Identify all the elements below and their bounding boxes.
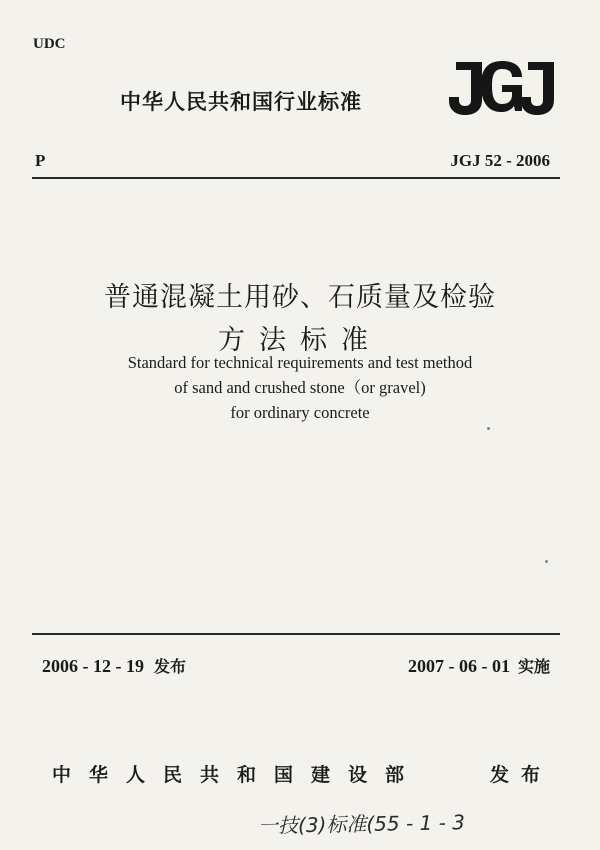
title-zh-line1: 普通混凝土用砂、石质量及检验 xyxy=(104,282,496,313)
ministry-name: 中华人民共和国建设部 xyxy=(52,764,423,786)
handwritten-note: 一技(3)标准(55 - 1 - 3 xyxy=(257,810,466,838)
paper-speck xyxy=(487,427,490,430)
title-zh-line2: 方法标准 xyxy=(218,325,382,356)
standard-type-heading: 中华人民共和国行业标准 xyxy=(120,90,362,114)
jgj-logo-letters xyxy=(449,61,554,115)
issue-date-line xyxy=(42,654,186,677)
bottom-rule xyxy=(32,633,560,635)
issue-label: 发布 xyxy=(154,657,187,676)
standard-number: JGJ 52 - 2006 xyxy=(450,151,550,170)
implement-date: 2007 - 06 - 01 xyxy=(407,656,510,676)
publish-label: 发布 xyxy=(489,764,552,786)
paper-speck xyxy=(545,560,548,563)
implement-label: 实施 xyxy=(517,657,550,676)
top-rule xyxy=(32,177,560,179)
title-en-line1: Standard for technical requirements and test method xyxy=(127,353,473,372)
title-en-line3: for ordinary concrete xyxy=(230,403,370,422)
classification-code: P xyxy=(35,151,46,170)
udc-label: UDC xyxy=(33,36,66,52)
implement-date-line xyxy=(408,654,550,677)
title-en-line2: of sand and crushed stone（or gravel) xyxy=(174,378,426,397)
issue-date: 2006 - 12 - 19 xyxy=(42,656,144,676)
jgj-logo xyxy=(446,58,558,118)
